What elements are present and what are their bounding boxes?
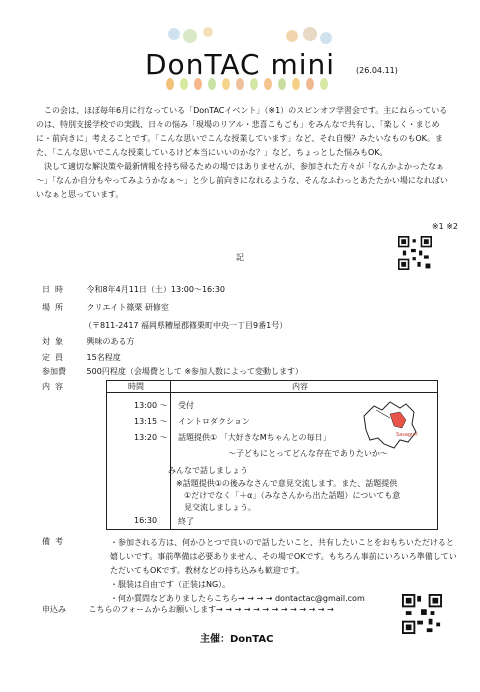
biko-line-3: ・何か質問などありましたらこちら→ → → → dontactac@gmail.com bbox=[110, 594, 365, 603]
schedule-header-line bbox=[106, 392, 438, 393]
apply-row bbox=[42, 604, 334, 615]
map-label: Sasaguri bbox=[396, 432, 418, 438]
schedule-content: 終了 bbox=[178, 517, 194, 526]
intro-paragraph-1: この会は、ほぼ毎年6月に行なっている「DonTACイベント」（※1）のスピンオフ学習会です。主にねらっているのは、特別支援学校での実践、日々の悩み「現場のリアル・悲喜こもごも」をみんなで共有し、「楽しく・まじめに・前向きに」考えることです。「こんな思いでこんな授業しています」など、それ自慢？みたいなものもOK。また、「こんな思いでこんな授業しているけど本当にいいのかな？」など、ちょっとした悩みもOK。 bbox=[36, 106, 448, 157]
target-value: 興味のある方 bbox=[86, 337, 135, 346]
address-value: （〒811-2417 福岡県糟屋郡篠栗町中央一丁目9番1号） bbox=[84, 321, 288, 330]
fee-value: 500円程度（会場費として ※参加人数によって変動します） bbox=[86, 367, 304, 376]
schedule-share-note: ①だけでなく「＋α」（みなさんから出た話題）についても意 bbox=[184, 491, 401, 500]
target-label: 対象 bbox=[42, 337, 68, 346]
datetime-row bbox=[42, 284, 225, 295]
datetime-label: 日時 bbox=[42, 285, 68, 294]
qr-code-icon[interactable] bbox=[402, 594, 442, 634]
ki-heading: 記 bbox=[236, 253, 244, 262]
organizer-footer: 主催：DonTAC bbox=[200, 634, 274, 645]
schedule-content: 受付 bbox=[178, 401, 194, 410]
intro-paragraph-2: 決して適切な解決策や最新情報を持ち帰るための場ではありませんが、参加された方々が「なんかよかったなぁ～」「なんか自分もやってみようかなぁ～」と少し前向きになれるような、そんなふわっとあたたかい場になればいいなぁと思っています。 bbox=[36, 162, 448, 199]
schedule-time: 13:00 ～ bbox=[134, 401, 168, 410]
place-label: 場所 bbox=[42, 303, 68, 312]
fee-label: 参加費 bbox=[42, 367, 66, 376]
schedule-time: 16:30 bbox=[134, 516, 158, 525]
schedule-col-time: 時間 bbox=[128, 382, 144, 391]
footnote-markers: ※1 ※2 bbox=[431, 222, 458, 231]
place-value: クリエイト篠栗 研修室 bbox=[86, 303, 169, 312]
schedule-content: イントロダクション bbox=[178, 417, 250, 426]
schedule-share: みんなで話しましょう bbox=[168, 466, 248, 475]
fee-row bbox=[42, 366, 303, 377]
apply-label: 申込み bbox=[42, 605, 66, 614]
place-row bbox=[42, 302, 169, 313]
schedule-share-note: ※話題提供①の後みなさんで意見交流します。また、話題提供 bbox=[176, 479, 398, 488]
intro-text bbox=[36, 104, 448, 202]
capacity-value: 15名程度 bbox=[86, 353, 121, 362]
biko-line-2: ・服装は自由です（正装はNG）。 bbox=[110, 580, 231, 589]
schedule-time: 13:15 ～ bbox=[134, 417, 168, 426]
target-row bbox=[42, 336, 135, 347]
schedule-content: 話題提供① 「大好きなMちゃんとの毎日」 bbox=[178, 433, 331, 442]
map-icon bbox=[360, 398, 420, 452]
content-label: 内容 bbox=[42, 382, 68, 391]
schedule-subtitle: ～子どもにとってどんな存在でありたいか～ bbox=[228, 449, 388, 458]
capacity-row bbox=[42, 352, 121, 363]
biko-label: 備考 bbox=[42, 537, 68, 546]
datetime-value: 令和8年4月11日（土）13:00～16:30 bbox=[86, 285, 226, 294]
schedule-share-note: 見交流しましょう。 bbox=[184, 503, 256, 512]
schedule-col-content: 内容 bbox=[292, 382, 308, 391]
schedule-divider bbox=[170, 380, 171, 530]
qr-code-icon[interactable] bbox=[398, 236, 432, 270]
capacity-label: 定員 bbox=[42, 353, 68, 362]
schedule-time: 13:20 ～ bbox=[134, 433, 168, 442]
page-title: DonTAC mini bbox=[145, 48, 336, 81]
apply-text: こちらのフォームからお願いします→ → → → → → → → → → → → → bbox=[88, 605, 334, 614]
biko-line-1: ・参加される方は、何かひとつで良いので話したいこと、共有したいことをおもちいただけると嬉しいです。事前準備は必要ありません、その場でOKです。もちろん事前にいろいろ準備していただいてもOKです。教材などの持ち込みも歓迎です。 bbox=[110, 538, 457, 575]
issue-date: (26.04.11) bbox=[356, 66, 398, 75]
